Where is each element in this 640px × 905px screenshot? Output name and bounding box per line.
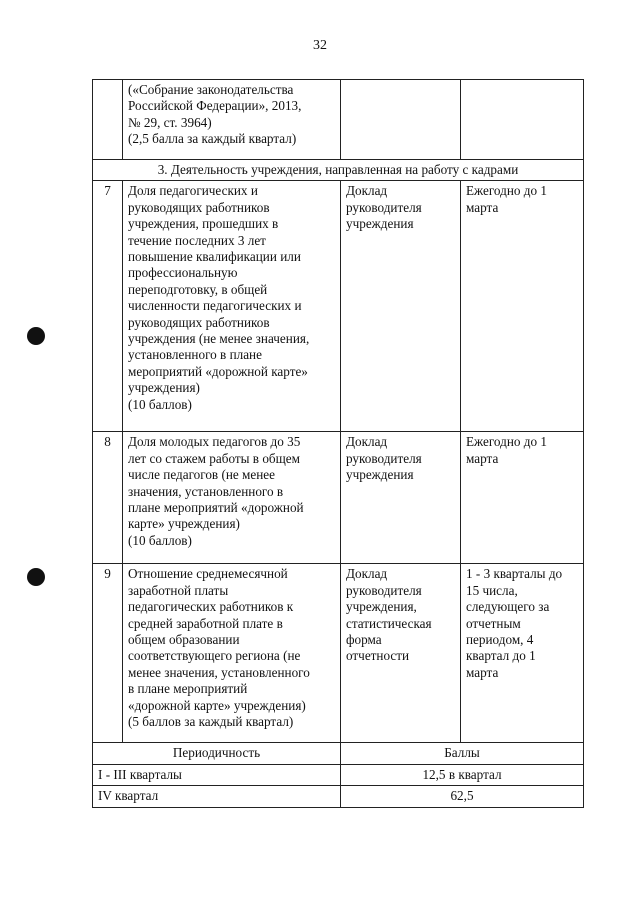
text-line: числе педагогов (не менее [128,467,276,483]
text-line: учреждения, [346,599,417,615]
table-row [93,432,584,564]
text-line: средней заработной плате в [128,615,283,631]
text-line: статистическая [346,615,432,631]
text-line: установленного в плане [128,347,262,363]
text-line: («Собрание законодательства [128,82,294,97]
text-line: Доля педагогических и [128,183,258,199]
text-line: марта [466,664,499,680]
text-line: марта [466,450,499,466]
text-line: плане мероприятий «дорожной [128,500,304,516]
deadline-cell [461,80,584,160]
table-row [93,564,584,743]
text-line: (10 баллов) [128,532,192,548]
text-line: периодом, 4 [466,632,534,648]
text-line: в плане мероприятий [128,681,248,697]
text-line: учреждения [346,467,414,483]
text-line: руководящих работников [128,314,270,330]
text-line: лет со стажем работы в общем [128,450,300,466]
row-number: 9 [93,564,123,743]
report-cell [341,80,461,160]
table-row [93,181,584,432]
points-header: Баллы [341,743,584,764]
text-line: течение последних 3 лет [128,232,266,248]
text-line: карте» учреждения) [128,516,240,532]
text-line: профессиональную [128,265,238,281]
row-number: 7 [93,181,123,432]
text-line: руководителя [346,450,422,466]
num-cell [93,80,123,160]
binder-hole [27,568,45,586]
indicator-cell [123,181,341,432]
text-line: значения, установленного в [128,483,284,499]
text-line: Ежегодно до 1 [466,434,547,450]
points-cell: 62,5 [341,786,584,807]
page-number: 32 [313,38,327,53]
text-line: общем образовании [128,632,240,648]
continued-row [93,80,584,160]
text-line: Ежегодно до 1 [466,183,547,199]
deadline-cell [461,564,584,743]
text-line: заработной платы [128,582,229,598]
text-line: 1 - 3 кварталы до [466,566,563,582]
text-line: численности педагогических и [128,298,302,314]
text-line: квартал до 1 [466,648,536,664]
period-cell: IV квартал [93,786,341,807]
text-line: отчетным [466,615,521,631]
text-line: Доклад [346,183,388,199]
text-line: повышение квалификации или [128,249,301,265]
text-line: руководителя [346,199,422,215]
text-line: Доклад [346,434,388,450]
text-line: учреждения) [128,380,200,396]
report-cell [341,181,461,432]
text-line: учреждения (не менее значения, [128,331,310,347]
points-cell: 12,5 в квартал [341,764,584,785]
text-line: руководящих работников [128,199,270,215]
report-cell [341,564,461,743]
section-header: 3. Деятельность учреждения, направленная на работу с кадрами [93,160,584,181]
continued-text [123,80,341,160]
text-line: Доля молодых педагогов до 35 [128,434,301,450]
text-line: 15 числа, [466,582,518,598]
text-line: менее значения, установленного [128,664,310,680]
text-line: отчетности [346,648,410,664]
deadline-cell [461,181,584,432]
text-line: Отношение среднемесячной [128,566,288,582]
text-line: (10 баллов) [128,396,192,412]
text-line: соответствующего региона (не [128,648,301,664]
indicator-cell [123,432,341,564]
criteria-table [92,79,584,808]
text-line: (5 баллов за каждый квартал) [128,714,294,730]
text-line: руководителя [346,582,422,598]
text-line: № 29, ст. 3964) [128,114,212,130]
indicator-cell [123,564,341,743]
row-number: 8 [93,432,123,564]
text-line: Российской Федерации», 2013, [128,98,302,114]
text-line: учреждения [346,216,414,232]
binder-hole [27,327,45,345]
text-line: (2,5 балла за каждый квартал) [128,131,297,147]
summary-row [93,786,584,807]
text-line: форма [346,632,382,648]
text-line: следующего за [466,599,550,615]
text-line: «дорожной карте» учреждения) [128,697,306,713]
text-line: педагогических работников к [128,599,294,615]
text-line: Доклад [346,566,388,582]
text-line: учреждения, прошедших в [128,216,279,232]
section-header-row [93,160,584,181]
summary-header-row [93,743,584,764]
text-line: мероприятий «дорожной карте» [128,363,308,379]
summary-row [93,764,584,785]
text-line: переподготовку, в общей [128,281,268,297]
periodicity-header: Периодичность [93,743,341,764]
period-cell: I - III кварталы [93,764,341,785]
report-cell [341,432,461,564]
deadline-cell [461,432,584,564]
text-line: марта [466,199,499,215]
